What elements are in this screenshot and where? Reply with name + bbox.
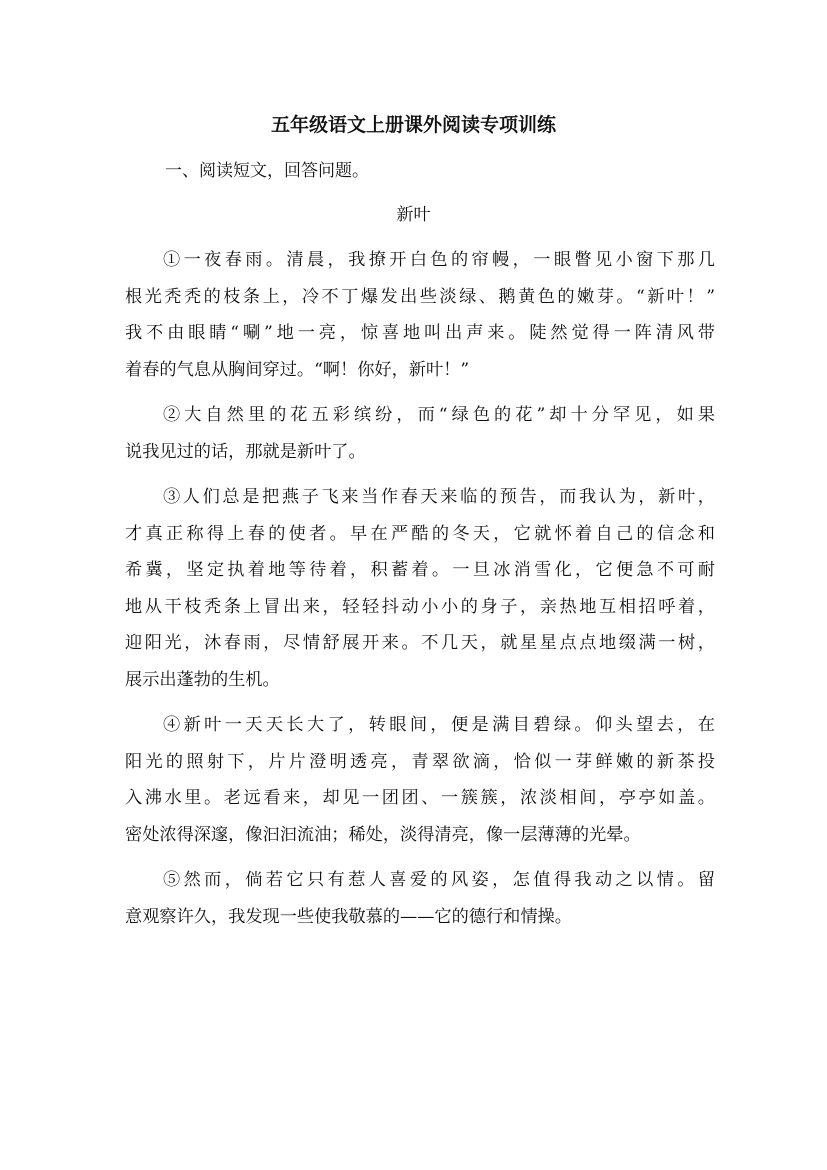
text-line: 我不由眼睛“唰”地一亮，惊喜地叫出声来。陡然觉得一阵清风带 bbox=[125, 323, 715, 343]
text-line: ②大自然里的花五彩缤纷，而“绿色的花”却十分罕见，如果 bbox=[163, 405, 715, 425]
text-line: 才真正称得上春的使者。早在严酷的冬天，它就怀着自己的信念和 bbox=[125, 523, 715, 544]
text-line: ③人们总是把燕子飞来当作春天来临的预告，而我认为，新叶， bbox=[163, 487, 715, 507]
paragraph-3 bbox=[125, 479, 715, 698]
text-line: 说我见过的话，那就是新叶了。 bbox=[125, 441, 366, 462]
text-line: ⑤然而，倘若它只有惹人喜爱的风姿，怎值得我动之以情。留 bbox=[163, 870, 715, 890]
text-line: 展示出蓬勃的生机。 bbox=[125, 669, 280, 690]
text-line: ①一夜春雨。清晨，我撩开白色的帘幔，一眼瞥见小窗下那几 bbox=[163, 250, 715, 270]
paragraph-4 bbox=[125, 707, 715, 853]
text-line: 意观察许久，我发现一些使我敬慕的——它的德行和情操。 bbox=[125, 906, 572, 927]
text-line: 地从干枝秃条上冒出来，轻轻抖动小小的身子，亲热地互相招呼着， bbox=[125, 596, 715, 617]
text-line: 密处浓得深邃，像汩汩流油；稀处，淡得清亮，像一层薄薄的光晕。 bbox=[125, 824, 641, 845]
article-title: 新叶 bbox=[396, 205, 431, 225]
text-line: 希冀，坚定执着地等待着，积蓄着。一旦冰消雪化，它便急不可耐 bbox=[125, 560, 715, 580]
document-title: 五年级语文上册课外阅读专项训练 bbox=[270, 114, 556, 136]
text-line: 根光秃秃的枝条上，冷不丁爆发出些淡绿、鹅黄色的嫩芽。“新叶！” bbox=[125, 286, 715, 307]
paragraph-2 bbox=[125, 397, 715, 470]
paragraph-5 bbox=[125, 862, 715, 935]
paragraph-1 bbox=[125, 242, 715, 388]
text-line: 阳光的照射下，片片澄明透亮，青翠欲滴，恰似一芽鲜嫩的新茶投 bbox=[125, 751, 715, 772]
text-line: ④新叶一天天长大了，转眼间，便是满目碧绿。仰头望去，在 bbox=[163, 715, 715, 735]
article-body bbox=[125, 242, 715, 944]
text-line: 迎阳光，沐春雨，尽情舒展开来。不几天，就星星点点地缀满一树， bbox=[125, 633, 715, 653]
text-line: 入沸水里。老远看来，却见一团团、一簇簇，浓淡相间，亭亭如盖。 bbox=[125, 788, 715, 808]
text-line: 着春的气息从胸间穿过。“啊！你好，新叶！” bbox=[125, 359, 470, 380]
section-heading: 一、阅读短文，回答问题。 bbox=[165, 161, 369, 181]
